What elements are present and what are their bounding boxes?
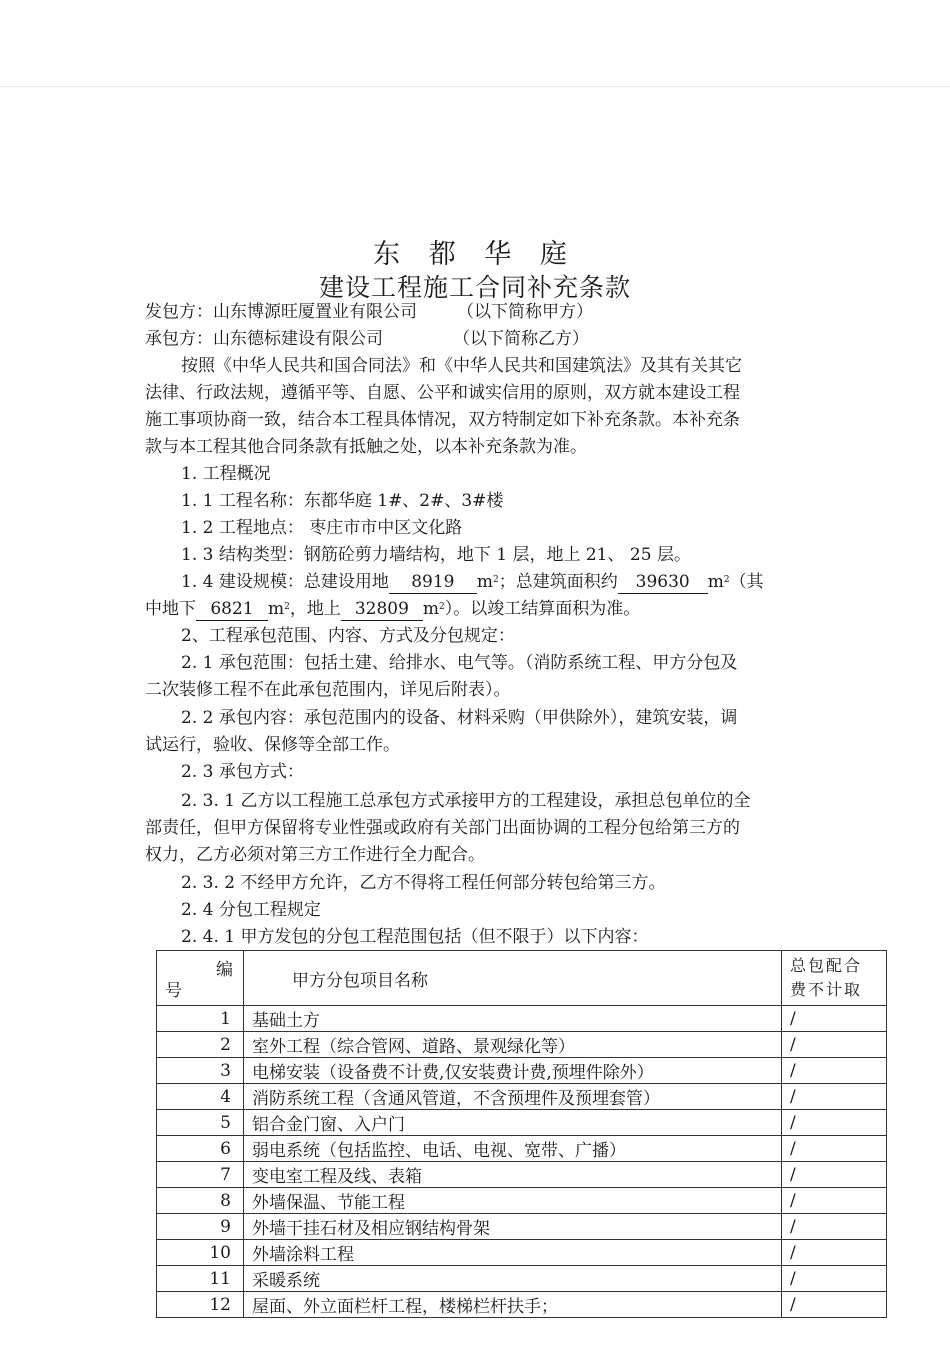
row-number: 8: [157, 1188, 244, 1214]
subcontract-table: [156, 950, 887, 1318]
section-2-2-line-2: 试运行，验收、保修等全部工作。: [145, 735, 400, 755]
row-item-name: 采暖系统: [244, 1266, 782, 1292]
row-fee: /: [782, 1084, 887, 1110]
table-row: [157, 1032, 887, 1058]
row-fee: /: [782, 1214, 887, 1240]
row-number: 12: [157, 1292, 244, 1318]
intro-line-3: 施工事项协商一致，结合本工程具体情况，双方特制定如下补充条款。本补充条: [145, 410, 740, 430]
party-b-alias: （以下简称乙方）: [453, 329, 589, 349]
table-row: [157, 1292, 887, 1318]
table-row: [157, 1188, 887, 1214]
row-number: 2: [157, 1032, 244, 1058]
header-item-name: 甲方分包项目名称: [244, 951, 782, 1006]
underground-area-value: 6821: [196, 598, 268, 621]
section-2-2-line-1: 2. 2 承包内容：承包范围内的设备、材料采购（甲供除外），建筑安装，调: [181, 708, 738, 728]
row-item-name: 外墙干挂石材及相应钢结构骨架: [244, 1214, 782, 1240]
row-number: 3: [157, 1058, 244, 1084]
section-2-3-1-line-1: 2. 3. 1 乙方以工程施工总承包方式承接甲方的工程建设，承担总包单位的全: [181, 791, 751, 811]
party-a-alias: （以下简称甲方）: [457, 302, 593, 322]
table-row: [157, 1240, 887, 1266]
document-title: 东 都 华 庭: [373, 239, 577, 270]
row-fee: /: [782, 1292, 887, 1318]
table-row: [157, 1058, 887, 1084]
row-fee: /: [782, 1136, 887, 1162]
header-fee: 总包配合 费不计取: [782, 951, 887, 1006]
document-subtitle: 建设工程施工合同补充条款: [318, 273, 631, 302]
table-body: [157, 1006, 887, 1318]
header-number: 编 号: [157, 951, 244, 1006]
party-a-name: 山东博源旺厦置业有限公司: [213, 302, 417, 322]
intro-line-1: 按照《中华人民共和国合同法》和《中华人民共和国建筑法》及其有关其它: [181, 356, 742, 376]
row-item-name: 基础土方: [244, 1006, 782, 1032]
section-2-4-1: 2. 4. 1 甲方发包的分包工程范围包括（但不限于）以下内容：: [181, 927, 649, 947]
row-fee: /: [782, 1032, 887, 1058]
land-area-value: 8919: [389, 571, 477, 594]
row-number: 1: [157, 1006, 244, 1032]
row-item-name: 铝合金门窗、入户门: [244, 1110, 782, 1136]
table-row: [157, 1084, 887, 1110]
row-item-name: 变电室工程及线、表箱: [244, 1162, 782, 1188]
row-number: 6: [157, 1136, 244, 1162]
row-item-name: 电梯安装（设备费不计费,仅安装费计费,预埋件除外）: [244, 1058, 782, 1084]
row-number: 4: [157, 1084, 244, 1110]
section-1-2: 1. 2 工程地点： 枣庄市市中区文化路: [181, 518, 463, 538]
row-fee: /: [782, 1110, 887, 1136]
party-b-label: 承包方：: [145, 329, 213, 349]
party-a-line: [145, 299, 593, 325]
row-number: 11: [157, 1266, 244, 1292]
section-1-1: 1. 1 工程名称：东都华庭 1#、2#、3#楼: [181, 491, 504, 511]
aboveground-area-value: 32809: [341, 598, 423, 621]
row-fee: /: [782, 1006, 887, 1032]
row-item-name: 消防系统工程（含通风管道，不含预埋件及预埋套管）: [244, 1084, 782, 1110]
row-item-name: 室外工程（综合管网、道路、景观绿化等）: [244, 1032, 782, 1058]
section-2-1-line-2: 二次装修工程不在此承包范围内，详见后附表）。: [145, 680, 511, 700]
row-item-name: 屋面、外立面栏杆工程，楼梯栏杆扶手；: [244, 1292, 782, 1318]
row-number: 10: [157, 1240, 244, 1266]
row-fee: /: [782, 1266, 887, 1292]
section-1-heading: 1. 工程概况: [181, 464, 271, 484]
row-item-name: 弱电系统（包括监控、电话、电视、宽带、广播）: [244, 1136, 782, 1162]
party-b-line: [145, 326, 589, 352]
row-fee: /: [782, 1188, 887, 1214]
section-1-4-line-2: 中地下 6821 $m^2$，地上 32809 $m^2$）。以竣工结算面积为准。: [145, 599, 641, 619]
section-1-4-line-1: 1. 4 建设规模：总建设用地 8919 $m^2$；总建筑面积约 39630 $m^2$（其: [181, 572, 764, 592]
row-fee: /: [782, 1240, 887, 1266]
row-fee: /: [782, 1162, 887, 1188]
row-fee: /: [782, 1058, 887, 1084]
table-row: [157, 1162, 887, 1188]
intro-line-4: 款与本工程其他合同条款有抵触之处，以本补充条款为准。: [145, 437, 587, 457]
row-number: 5: [157, 1110, 244, 1136]
table-row: [157, 1006, 887, 1032]
table-header-row: [157, 951, 887, 1006]
table-row: [157, 1214, 887, 1240]
section-2-3-2: 2. 3. 2 不经甲方允许，乙方不得将工程任何部分转包给第三方。: [181, 873, 666, 893]
section-1-3: 1. 3 结构类型：钢筋砼剪力墙结构，地下 1 层，地上 21、 25 层。: [181, 545, 691, 565]
section-2-4: 2. 4 分包工程规定: [181, 900, 321, 920]
party-a-label: 发包方：: [145, 302, 213, 322]
table-row: [157, 1110, 887, 1136]
section-2-3-1-line-2: 部责任，但甲方保留将专业性强或政府有关部门出面协调的工程分包给第三方的: [145, 818, 740, 838]
table-row: [157, 1136, 887, 1162]
section-2-3-1-line-3: 权力，乙方必须对第三方工作进行全力配合。: [145, 845, 485, 865]
table-row: [157, 1266, 887, 1292]
row-number: 9: [157, 1214, 244, 1240]
section-2-1-line-1: 2. 1 承包范围：包括土建、给排水、电气等。（消防系统工程、甲方分包及: [181, 653, 738, 673]
section-2-3: 2. 3 承包方式：: [181, 762, 304, 782]
row-item-name: 外墙保温、节能工程: [244, 1188, 782, 1214]
row-number: 7: [157, 1162, 244, 1188]
row-item-name: 外墙涂料工程: [244, 1240, 782, 1266]
party-b-name: 山东德标建设有限公司: [213, 329, 383, 349]
total-area-value: 39630: [618, 571, 708, 594]
intro-line-2: 法律、行政法规，遵循平等、自愿、公平和诚实信用的原则，双方就本建设工程: [145, 383, 740, 403]
section-2-heading: 2、工程承包范围、内容、方式及分包规定：: [181, 626, 515, 646]
